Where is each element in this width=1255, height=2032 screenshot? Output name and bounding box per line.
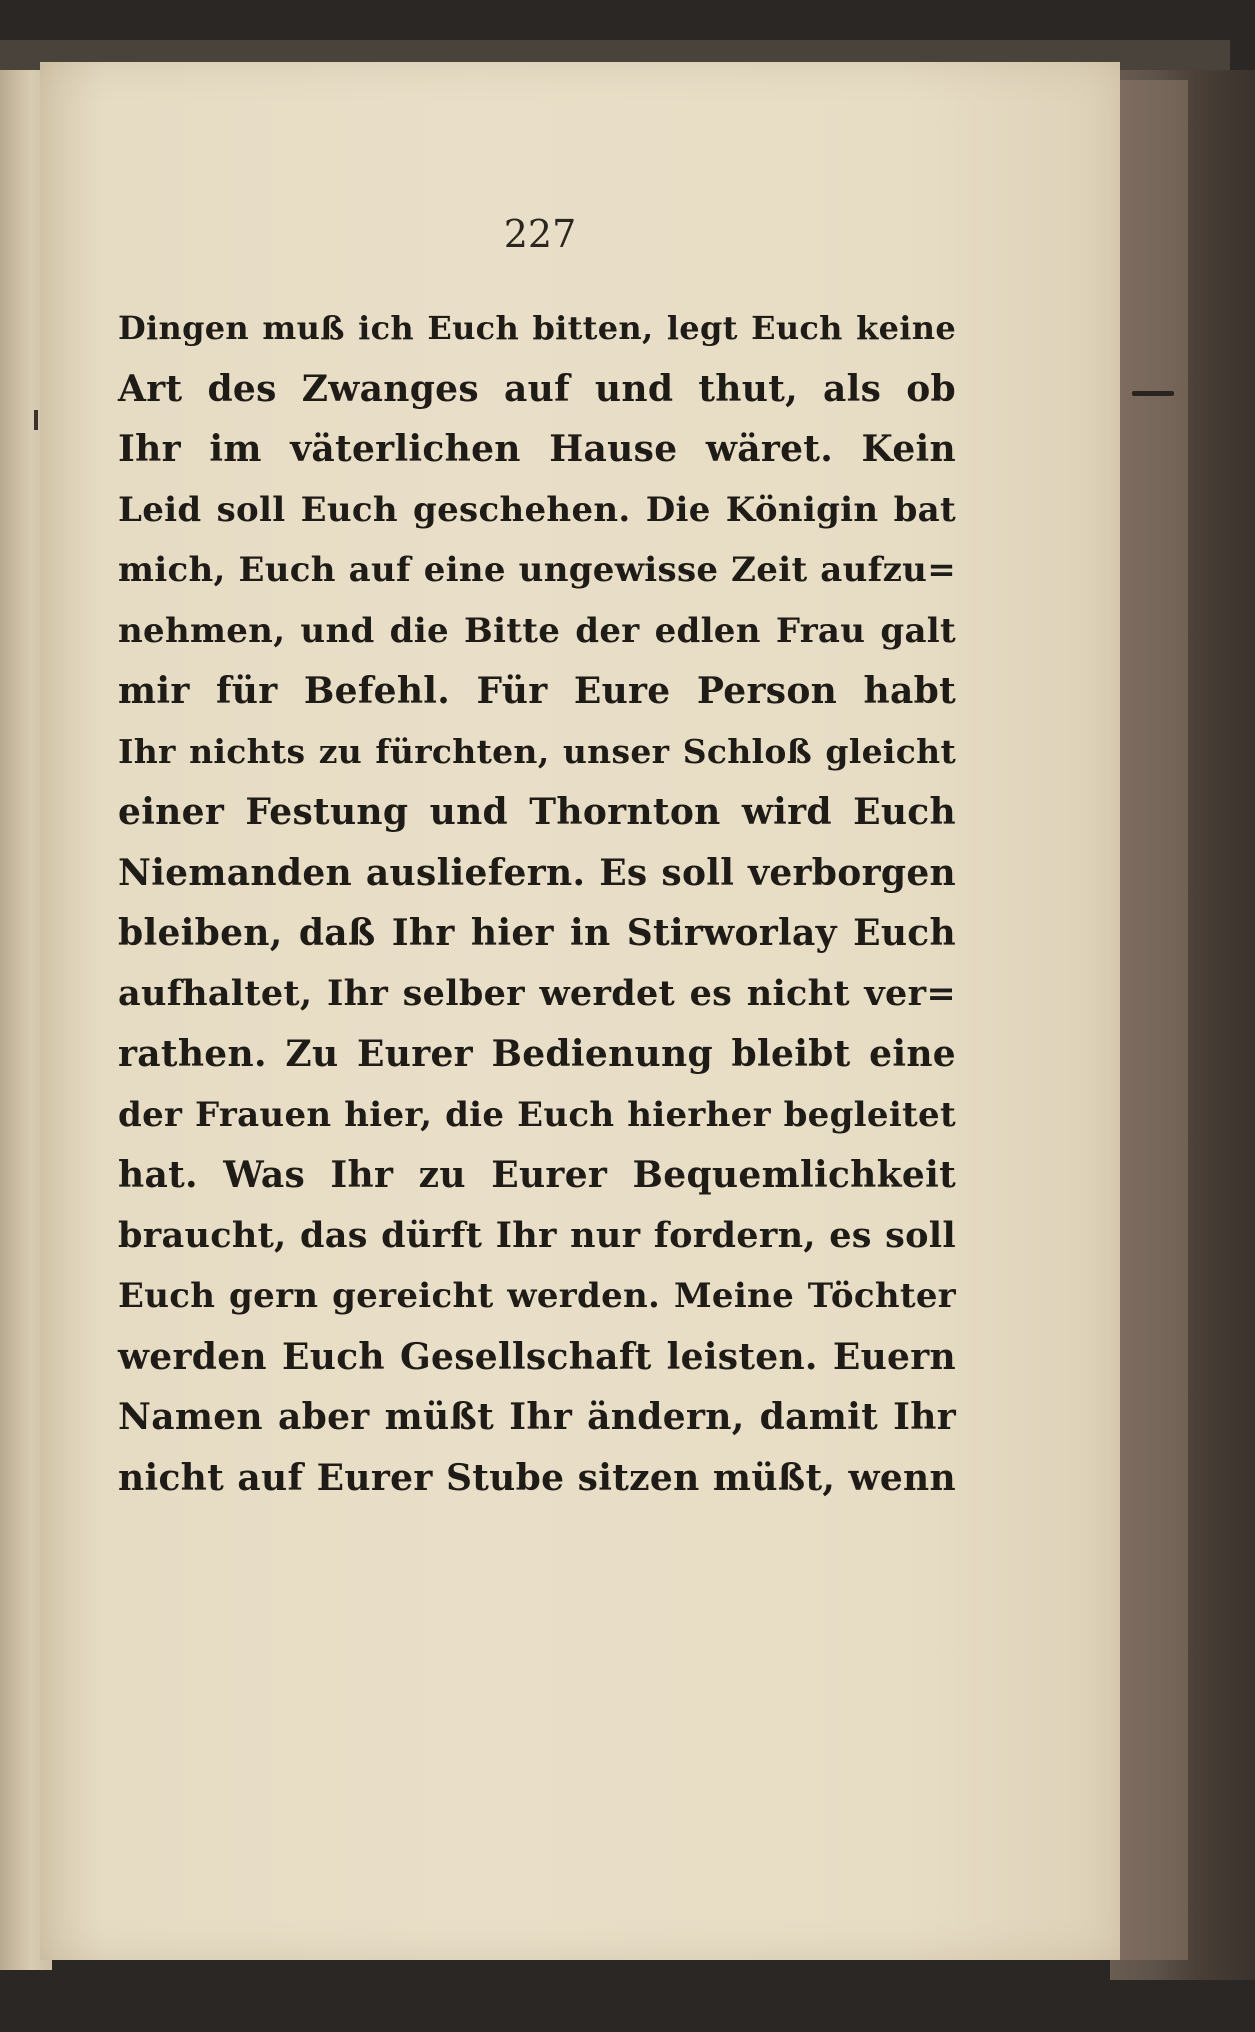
cover-board-highlight: [1118, 80, 1188, 1960]
text-line: braucht, das dürft Ihr nur fordern, es soll: [118, 1214, 956, 1256]
body-text: [118, 298, 956, 1508]
text-line: Art des Zwanges auf und thut, als ob: [118, 367, 956, 410]
text-line: rathen. Zu Eurer Bedienung bleibt eine: [118, 1033, 956, 1075]
page-number: 227: [503, 212, 577, 256]
text-line: Ihr im väterlichen Hause wäret. Kein: [118, 428, 956, 470]
text-line: Leid soll Euch geschehen. Die Königin bat: [118, 489, 956, 530]
text-line: aufhaltet, Ihr selber werdet es nicht ver=: [118, 972, 956, 1014]
text-line: einer Festung und Thornton wird Euch: [118, 791, 956, 833]
book-page: [40, 62, 1120, 1960]
text-line: werden Euch Gesellschaft leisten. Euern: [118, 1335, 956, 1378]
bookmark-dash: [1132, 391, 1174, 396]
text-line: mich, Euch auf eine ungewisse Zeit aufzu=: [118, 550, 956, 590]
text-line: nehmen, und die Bitte der edlen Frau galt: [118, 610, 956, 651]
gutter-mark: [34, 410, 38, 430]
text-line: Niemanden ausliefern. Es soll verborgen: [118, 851, 956, 894]
text-line: Namen aber müßt Ihr ändern, damit Ihr: [118, 1396, 956, 1438]
text-line: nicht auf Eurer Stube sitzen müßt, wenn: [118, 1456, 956, 1499]
text-line: hat. Was Ihr zu Eurer Bequemlichkeit: [118, 1154, 956, 1196]
text-line: Dingen muß ich Euch bitten, legt Euch keine: [118, 309, 956, 347]
text-line: mir für Befehl. Für Eure Person habt: [118, 670, 956, 712]
text-line: Euch gern gereicht werden. Meine Töchter: [118, 1276, 956, 1316]
text-line: bleiben, daß Ihr hier in Stirworlay Euch: [118, 912, 956, 954]
text-line: Ihr nichts zu fürchten, unser Schloß gleicht: [118, 731, 956, 771]
text-line: der Frauen hier, die Euch hierher begleitet: [118, 1094, 956, 1135]
